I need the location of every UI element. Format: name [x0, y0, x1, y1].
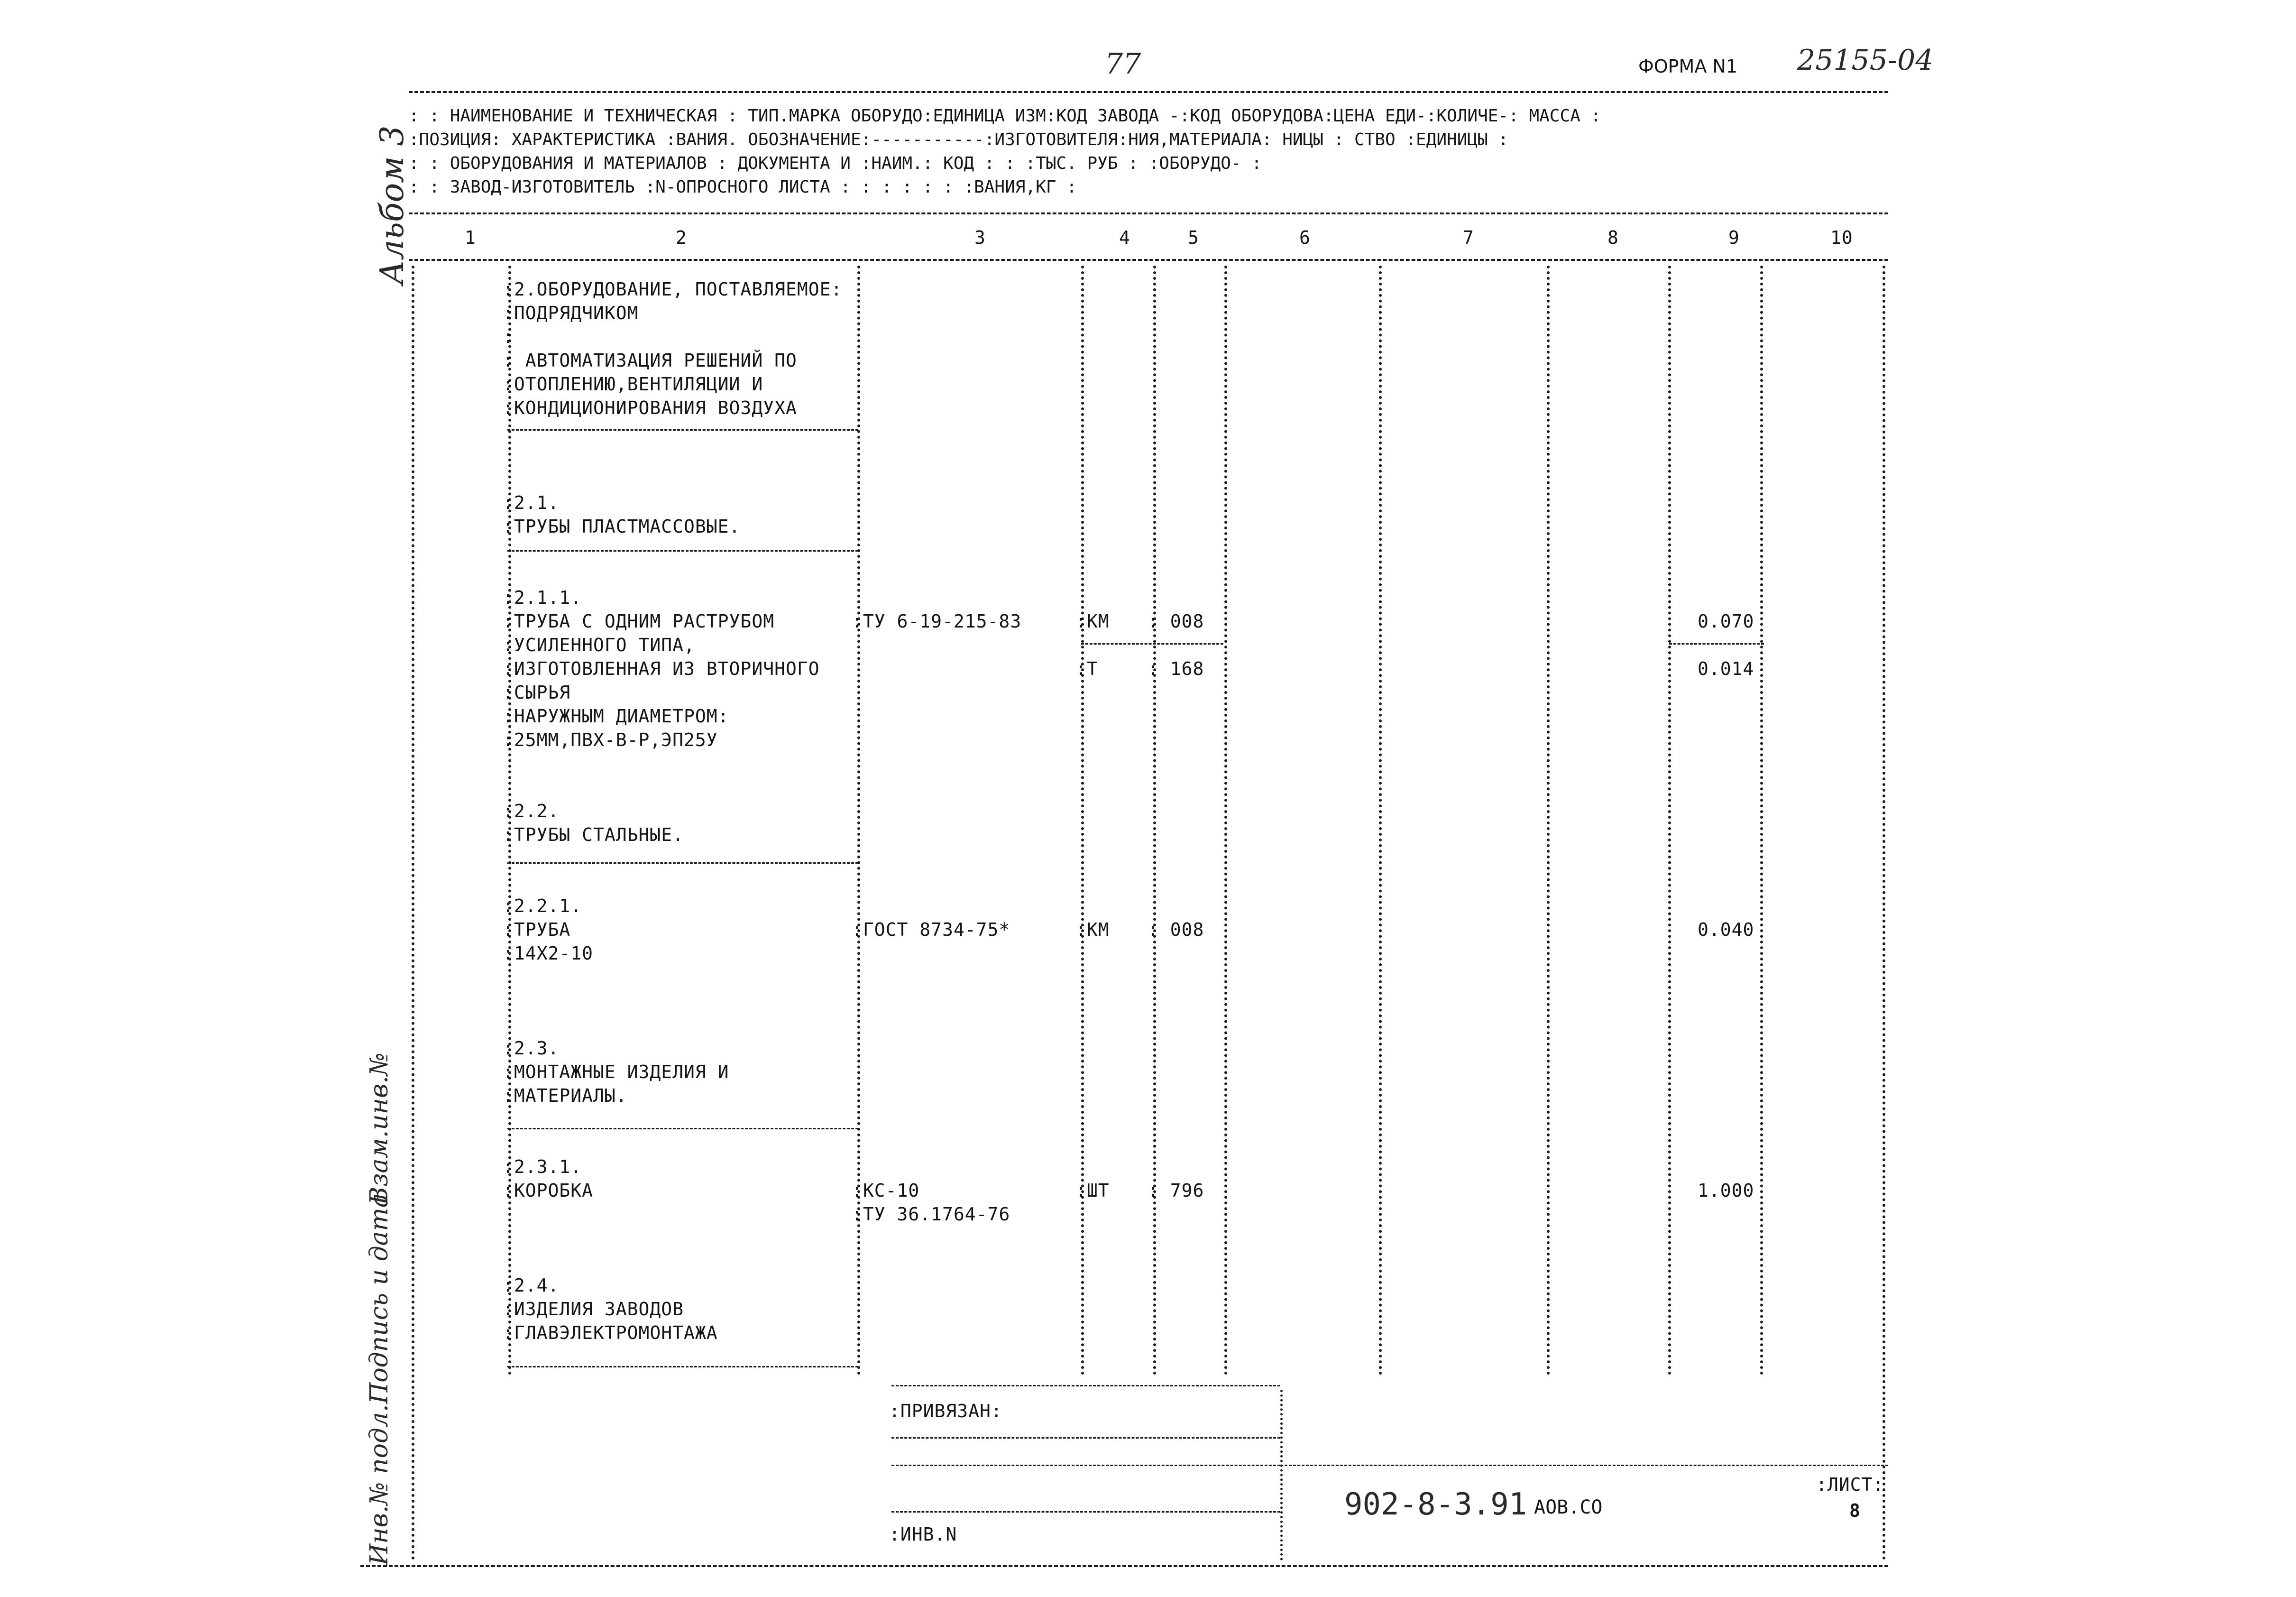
item-quantity: 0.040 [1698, 919, 1754, 940]
item-description: :2.4. [503, 1275, 560, 1296]
sheet-label: :ЛИСТ: [1816, 1474, 1884, 1495]
section-divider [507, 429, 858, 431]
item-description: :ТРУБЫ ПЛАСТМАССОВЫЕ. [503, 516, 741, 537]
section-divider [507, 1366, 858, 1367]
item-unit-code: : 796 [1148, 1180, 1204, 1201]
item-description: : [503, 326, 514, 347]
item-description: :2.1. [503, 492, 560, 513]
document-reference: 25155-04 [1797, 44, 1934, 77]
column-number: 8 [1607, 227, 1619, 248]
header-line: :ПОЗИЦИЯ: ХАРАКТЕРИСТИКА :ВАНИЯ. ОБОЗНАЧЕНИЕ:-----------:ИЗГОТОВИТЕЛЯ:НИЯ,МАТЕРИАЛА: НИЦЫ : СТВО :ЕДИНИЦЫ : [409, 130, 1509, 149]
item-description: :2.3.1. [503, 1156, 582, 1177]
sheet-number: 8 [1849, 1500, 1861, 1521]
column-number: 2 [676, 227, 687, 248]
column-number: 6 [1299, 227, 1311, 248]
item-description: :ГЛАВЭЛЕКТРОМОНТАЖА [503, 1322, 718, 1343]
column-separator [1081, 266, 1084, 1375]
drawing-code: 902-8-3.91 [1344, 1487, 1527, 1522]
item-quantity: 1.000 [1698, 1180, 1754, 1201]
page-number: 77 [1105, 47, 1141, 81]
qty-divider [1669, 643, 1764, 645]
item-description: :ТРУБА С ОДНИМ РАСТРУБОМ [503, 611, 775, 632]
column-number: 10 [1830, 227, 1853, 248]
column-number: 1 [465, 227, 476, 248]
item-description: :НАРУЖНЫМ ДИАМЕТРОМ: [503, 706, 729, 727]
item-description: :2.ОБОРУДОВАНИЕ, ПОСТАВЛЯЕМОЕ: [503, 279, 843, 300]
item-description: :2.2.1. [503, 895, 582, 916]
item-description: :МАТЕРИАЛЫ. [503, 1085, 627, 1106]
item-description: :2.2. [503, 801, 560, 822]
footer-rule [891, 1511, 1280, 1513]
item-description: :ИЗДЕЛИЯ ЗАВОДОВ [503, 1299, 684, 1320]
item-document: :ТУ 36.1764-76 [852, 1204, 1010, 1225]
header-line: : : ОБОРУДОВАНИЯ И МАТЕРИАЛОВ : ДОКУМЕНТА И :НАИМ.: КОД : : :ТЫС. РУБ : :ОБОРУДО- : [409, 154, 1262, 173]
footer-rule [891, 1437, 1280, 1439]
item-description: :14Х2-10 [503, 943, 594, 964]
column-separator [1153, 266, 1156, 1375]
item-quantity: 0.014 [1698, 658, 1754, 679]
item-description: :КОНДИЦИОНИРОВАНИЯ ВОЗДУХА [503, 397, 797, 418]
column-separator [412, 266, 414, 1560]
table-header [409, 104, 1601, 199]
table-top-rule [409, 91, 1888, 93]
section-divider [507, 550, 858, 552]
item-document: :ТУ 6-19-215-83 [852, 611, 1022, 632]
footer-rule [891, 1465, 1280, 1466]
stamp-replacement-inventory: Взам.инв.№ [365, 1052, 394, 1205]
form-label: ФОРМА N1 [1638, 56, 1737, 77]
section-divider [507, 1128, 858, 1129]
footer-top-rule [891, 1385, 1280, 1386]
attached-label: :ПРИВЯЗАН: [889, 1401, 1002, 1422]
column-number: 7 [1463, 227, 1474, 248]
table-bottom-rule [360, 1565, 1888, 1567]
item-document: :КС-10 [852, 1180, 920, 1201]
column-number: 3 [974, 227, 986, 248]
item-description: :2.1.1. [503, 587, 582, 608]
item-quantity: 0.070 [1698, 611, 1754, 632]
item-document: :ГОСТ 8734-75* [852, 919, 1010, 940]
drawing-suffix: АОВ.СО [1534, 1496, 1603, 1518]
item-description: :ПОДРЯДЧИКОМ [503, 303, 639, 323]
column-separator [1547, 266, 1550, 1375]
item-description: :СЫРЬЯ [503, 682, 571, 703]
item-description: :МОНТАЖНЫЕ ИЗДЕЛИЯ И [503, 1062, 729, 1082]
column-number: 9 [1728, 227, 1740, 248]
column-separator [1224, 266, 1227, 1375]
item-unit-code: : 168 [1148, 658, 1204, 679]
stamp-signature-date: Подпись и дата [365, 1193, 394, 1404]
inventory-number-label: :ИНВ.N [889, 1524, 957, 1545]
item-unit-name: :КМ [1075, 611, 1110, 632]
header-bottom-rule [409, 212, 1888, 214]
header-line: : : НАИМЕНОВАНИЕ И ТЕХНИЧЕСКАЯ : ТИП.МАРКА ОБОРУДО:ЕДИНИЦА ИЗМ:КОД ЗАВОДА -:КОД ОБОРУДОВА:ЦЕНА ЕДИ-:КОЛИЧЕ-: МАССА : [409, 106, 1601, 126]
unit-divider [1081, 643, 1223, 645]
stamp-inventory-number: Инв.№ подл. [365, 1404, 394, 1565]
item-description: :УСИЛЕННОГО ТИПА, [503, 635, 695, 655]
column-separator [1668, 266, 1671, 1375]
item-unit-code: : 008 [1148, 919, 1204, 940]
item-description: :КОРОБКА [503, 1180, 594, 1201]
item-description: :25ММ,ПВХ-В-Р,ЭП25У [503, 729, 718, 750]
item-description: : АВТОМАТИЗАЦИЯ РЕШЕНИЙ ПО [503, 350, 797, 371]
item-unit-code: : 008 [1148, 611, 1204, 632]
footer-title-rule [1280, 1465, 1888, 1466]
column-separator [1379, 266, 1382, 1375]
item-description: :ТРУБЫ СТАЛЬНЫЕ. [503, 824, 684, 845]
album-label: Альбом 3 [374, 125, 411, 285]
item-unit-name: :КМ [1075, 919, 1110, 940]
item-unit-name: :Т [1075, 658, 1098, 679]
item-description: :ИЗГОТОВЛЕННАЯ ИЗ ВТОРИЧНОГО [503, 658, 820, 679]
column-number: 5 [1188, 227, 1199, 248]
item-description: :ТРУБА [503, 919, 571, 940]
column-separator [1883, 266, 1885, 1560]
column-separator [1760, 266, 1763, 1375]
header-line: : : ЗАВОД-ИЗГОТОВИТЕЛЬ :N-ОПРОСНОГО ЛИСТА : : : : : : :ВАНИЯ,КГ : [409, 177, 1077, 197]
section-divider [507, 862, 858, 864]
column-number-rule [409, 259, 1888, 261]
item-description: :ОТОПЛЕНИЮ,ВЕНТИЛЯЦИИ И [503, 374, 763, 395]
item-description: :2.3. [503, 1038, 560, 1059]
column-number: 4 [1119, 227, 1130, 248]
item-unit-name: :ШТ [1075, 1180, 1110, 1201]
footer-separator [1280, 1390, 1283, 1560]
